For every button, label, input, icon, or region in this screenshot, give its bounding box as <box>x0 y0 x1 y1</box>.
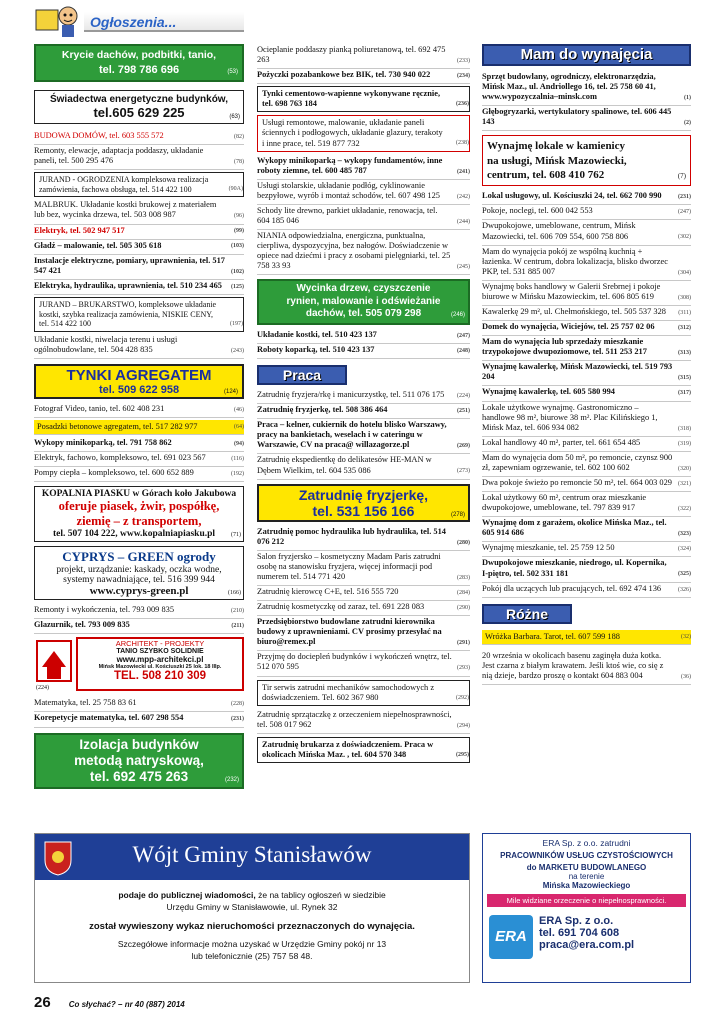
ad-piasek-number: (71) <box>231 532 241 539</box>
ad-item: Pokoje, noclegi, tel. 600 042 553 (247) <box>482 205 691 220</box>
ad-lokale-line1: Wynajmę lokale w kamienicy <box>487 140 625 153</box>
ad-izolacja-phone: tel. 692 475 263 <box>89 768 189 784</box>
ad-item: Przedsiębiorstwo budowlane zatrudni kierownika budowy z uprawnieniami. CV prosimy przesyłać na biuro@remex.pl (291) <box>257 616 470 651</box>
era-pink-bar <box>487 894 686 907</box>
col2-ads-4 <box>257 526 470 763</box>
publication-name: Co słychać? – nr 40 (887) 2014 <box>68 1000 185 1009</box>
wojt-title: Wójt Gminy Stanisławów <box>132 842 372 867</box>
ad-izolacja <box>34 733 244 790</box>
ad-energy-phone: tel.605 629 225 <box>93 104 185 120</box>
ad-item: Gładź – malowanie, tel. 505 305 618 (103) <box>34 240 244 255</box>
ad-item: Zatrudnię sprzątaczkę z orzeczeniem niepełnosprawności, tel. 508 017 962 (294) <box>257 709 470 734</box>
ad-item: BUDOWA DOMÓW, tel. 603 555 572 (82) <box>34 130 244 145</box>
page-number: 26 <box>34 994 51 1011</box>
ad-item: Pożyczki pozabankowe bez BIK, tel. 730 940 022 (234) <box>257 69 470 84</box>
col3-ads-3 <box>482 630 691 685</box>
wojt-paragraph-1-address: Urzędu Gminy w Stanisławowie, ul. Rynek 32 <box>166 901 338 912</box>
ad-fryzjerka-phone: tel. 531 156 166 <box>312 502 415 519</box>
ad-item: Usługi remontowe, malowanie, układanie paneli ściennych i podłogowych, układanie glazury, terakoty i inne prace, tel. 519 877 732 (238) <box>257 115 470 151</box>
ad-item: Kawalerkę 29 m², ul. Chełmońskiego, tel. 505 537 328 (311) <box>482 306 691 321</box>
era-line1: ERA Sp. z o.o. zatrudni <box>542 838 631 848</box>
ad-item: Instalacje elektryczne, pomiary, uprawnienia, tel. 517 547 421 (102) <box>34 255 244 280</box>
wojt-body <box>35 880 469 963</box>
ad-item: Lokale użytkowe wynajmę. Gastronomiczno – handlowe 98 m², biurowe 38 m². Plac Kilińskiego 1, Mińsk Maz, tel. 606 934 082 (318) <box>482 402 691 437</box>
page-header <box>34 4 244 38</box>
architekt-url: www.mpp-architekci.pl <box>116 655 204 665</box>
ad-tynki-number: (124) <box>223 388 238 395</box>
ad-piasek-line3: ziemię – z transportem, <box>76 514 202 529</box>
col3-ads-1 <box>482 71 691 131</box>
ad-cyprys-title: CYPRYS – GREEN ogrody <box>62 549 216 565</box>
architekt-line2: TANIO SZYBKO SOLIDNIE <box>116 648 204 656</box>
section-praca-title: Praca <box>282 367 322 384</box>
ad-item: Tir serwis zatrudni mechaników samochodowych z doświadczeniem. Tel. 602 367 980 (292) <box>257 680 470 706</box>
ad-item: Sprzęt budowlany, ogrodniczy, elektronarzędzia, Mińsk Maz., ul. Andriollego 16, tel. 25 758 60 41, www.wypozyczalnia–minsk.com (1) <box>482 71 691 106</box>
architekt-address: Mińsk Mazowiecki ul. Kościuszki 25 lok. 18 IIIp. <box>98 664 222 671</box>
ad-item: Wynajmę kawalerkę, Mińsk Mazowiecki, tel. 519 793 204 (315) <box>482 361 691 386</box>
ad-roofing-phone: tel. 798 786 696 <box>98 63 180 76</box>
ad-item: Zatrudnię kosmetyczkę od zaraz, tel. 691 228 083 (290) <box>257 601 470 616</box>
ad-lokale-kamienica <box>482 135 691 186</box>
ad-item: Zatrudnię fryzjerkę, tel. 508 386 464 (251) <box>257 404 470 419</box>
era-contact-text <box>539 915 634 951</box>
ad-item: Posadzki betonowe agregatem, tel. 517 282 977 (64) <box>34 420 244 435</box>
ad-item: Salon fryzjersko – kosmetyczny Madam Paris zatrudni osobę na stanowisku fryzjera, więcej informacji pod numerem tel. 514 771 420 (283) <box>257 551 470 586</box>
era-logo <box>489 915 533 959</box>
era-line4: na terenie <box>568 872 605 881</box>
col2-ads-3 <box>257 389 470 480</box>
wojt-paragraph-4: lub telefonicznie (25) 757 58 48. <box>191 950 313 961</box>
col1-ads-3 <box>34 604 244 634</box>
ad-fryzjerka-number: (278) <box>450 511 465 518</box>
section-rozne-title: Różne <box>506 605 548 622</box>
ad-wycinka-number: (246) <box>450 312 465 319</box>
ad-item: JURAND - OGRODZENIA kompleksowa realizacja zamówienia, fachowa obsługa, tel. 514 422 100 (90A) <box>34 172 244 197</box>
ad-item: Wynajmę boks handlowy w Galerii Srebrnej i pokoje biurowe w Mińsku Mazowieckim, tel. 606 805 619 (308) <box>482 281 691 306</box>
architekt-line1: ARCHITEKT - PROJEKTY <box>115 639 205 649</box>
section-praca <box>257 365 347 385</box>
ad-piasek-line1: KOPALNIA PIASKU w Górach koło Jakubowa <box>41 489 237 500</box>
ad-cyprys-line3: systemy nawadniające, tel. 516 399 944 <box>63 575 215 586</box>
column-1 <box>34 44 244 789</box>
wojt-announcement <box>34 833 470 983</box>
ad-item: Elektryk, fachowo, kompleksowo, tel. 691 023 567 (116) <box>34 452 244 467</box>
era-line2: PRACOWNIKÓW USŁUG CZYSTOŚCIOWYCH <box>500 851 673 860</box>
ad-wycinka-line3: dachów, tel. 505 079 298 <box>305 308 422 320</box>
ad-item: Korepetycje matematyka, tel. 607 298 554 (231) <box>34 712 244 727</box>
ad-item: Przyjmę do docieplеń budynków i wykończeń wnętrz, tel. 512 070 595 (293) <box>257 651 470 676</box>
era-email: praca@era.com.pl <box>539 939 635 951</box>
ad-item: Zatrudnię fryzjera/rkę i manicurzystkę, tel. 511 076 175 (224) <box>257 389 470 404</box>
ad-cyprys-number: (166) <box>228 590 241 597</box>
ad-item: Głębogryzarki, wertykulatory spalinowe, tel. 606 445 143 (2) <box>482 106 691 131</box>
mascot-logo <box>34 4 84 38</box>
ad-item: Matematyka, tel. 25 758 83 61 (228) <box>34 697 244 712</box>
ad-item: 20 września w okolicach basenu zaginęła duża kotka. Jest czarna z białym krawatem. Jeśli ktoś wie, co się z nią dzieje, bardzo proszę o kontakt 604 883 004 (36) <box>482 650 691 685</box>
col1-ads-1 <box>34 130 244 359</box>
ad-fryzjerka <box>257 484 470 522</box>
era-line6: Mile widziane orzeczenie o niepełnosprawności. <box>506 896 667 905</box>
ad-item: Fotograf Video, tanio, tel. 602 408 231 (46) <box>34 403 244 418</box>
ad-item: Roboty koparką, tel. 510 423 137 (248) <box>257 344 470 359</box>
ad-lokale-number: (7) <box>677 172 686 181</box>
ad-energy-line1: Świadectwa energetyczne budynków, <box>49 93 228 105</box>
ad-item: Wykopy minikoparką – wykopy fundamentów, inne roboty ziemne, tel. 600 485 787 (241) <box>257 155 470 180</box>
ad-item: Wróżka Barbara. Tarot, tel. 607 599 188 (32) <box>482 630 691 645</box>
architekt-number: (224) <box>36 685 49 692</box>
ad-item: Zatrudnię kierowcę C+E, tel. 516 555 720 (284) <box>257 586 470 601</box>
era-logo-text: ERA <box>495 928 527 945</box>
ad-item: Lokal handlowy 40 m², parter, tel. 661 654 485 (319) <box>482 437 691 452</box>
ad-item: Wynajmę dom z garażem, okolice Mińska Maz., tel. 605 914 686 (323) <box>482 517 691 542</box>
column-3 <box>482 44 691 685</box>
ad-wycinka <box>257 279 470 325</box>
ad-item: Elektryk, tel. 502 947 517 (99) <box>34 225 244 240</box>
ad-cyprys-line2: projekt, urządzanie: kaskady, oczka wodne, <box>56 565 222 576</box>
col1-ads-2 <box>34 403 244 482</box>
era-advert <box>482 833 691 983</box>
ad-piasek <box>34 486 244 542</box>
ad-item: Wynajmę kawalerkę, tel. 605 580 994 (317) <box>482 386 691 401</box>
ad-piasek-line2: oferuje piasek, żwir, pospółkę, <box>58 499 220 514</box>
ad-roofing-line1: Krycie dachów, podbitki, tanio, <box>61 49 217 61</box>
architekt-phone: TEL. 508 210 309 <box>113 670 207 683</box>
ad-item: Wykopy minikoparką, tel. 791 758 862 (94) <box>34 437 244 452</box>
ad-item: Remonty, elewacje, adaptacja poddaszy, układanie paneli, tel. 500 295 476 (78) <box>34 145 244 170</box>
architekt-logo <box>34 637 74 691</box>
section-wynajem-title: Mam do wynajęcia <box>520 46 653 63</box>
ad-item: Lokal użytkowy 60 m², centrum oraz mieszkanie dwupokojowe, umeblowane, tel. 797 839 917 (322) <box>482 492 691 517</box>
ad-roofing-number: (53) <box>227 69 238 76</box>
ad-tynki-phone: tel. 509 622 958 <box>98 383 180 396</box>
era-line5: Mińska Mazowieckiego <box>542 881 631 890</box>
section-wynajem <box>482 44 691 66</box>
ad-item: Układanie kostki, tel. 510 423 137 (247) <box>257 329 470 344</box>
ad-item: Zatrudnię brukarza z doświadczeniem. Praca w okolicach Mińska Maz. , tel. 604 570 348 (295) <box>257 737 470 763</box>
wojt-paragraph-2: został wywieszony wykaz nieruchomości przeznaczonych do wynajęcia. <box>89 920 415 932</box>
ad-item: Dwupokojowe mieszkanie, niedrogo, ul. Kopernika, I-piętro, tel. 502 331 181 (325) <box>482 557 691 582</box>
wojt-paragraph-3: Szczegółowe informacje można uzyskać w Urzędzie Gminy pokój nr 13 <box>117 939 387 950</box>
ad-tynki <box>34 364 244 399</box>
ad-item: Usługi stolarskie, układanie podłóg, cyklinowanie bezpyłowe, wyrób i montaż schodów, tel. 607 498 125 (242) <box>257 180 470 205</box>
section-rozne <box>482 604 572 624</box>
era-company: ERA Sp. z o.o. <box>539 915 614 927</box>
ad-item: Układanie kostki, niwelacja terenu i usługi ogólnobudowlane, tel. 504 428 835 (243) <box>34 334 244 359</box>
ad-item: Mam do wynajęcia dom 50 m², po remoncie, czynsz 900 zł, zapewniam ogrzewanie, tel. 602 100 602 (320) <box>482 452 691 477</box>
col2-ads-2 <box>257 329 470 359</box>
wojt-paragraph-1: podaje do publicznej wiadomości, że na tablicy ogłoszeń w siedzibie <box>118 890 386 900</box>
ad-architekt <box>34 637 244 693</box>
ad-energy-number: (63) <box>229 113 240 120</box>
ad-izolacja-line2: metodą natryskową, <box>74 752 204 768</box>
ad-fryzjerka-line1: Zatrudnię fryzjerkę, <box>298 486 429 503</box>
header-bar <box>84 12 244 32</box>
wojt-title-bar <box>35 834 469 880</box>
ad-item: Mam do wynajęcia lub sprzedaży mieszkanie trzypokojowe dwupoziomowe, tel. 511 253 217 (313) <box>482 336 691 361</box>
ad-tynki-title: TYNKI AGREGATEM <box>66 366 212 384</box>
ad-izolacja-line1: Izolacja budynków <box>79 736 199 752</box>
era-line3: do MARKETU BUDOWLANEGO <box>526 863 647 872</box>
architekt-box <box>76 637 244 691</box>
ad-item: Tynki cementowo-wapienne wykonywane ręcznie, tel. 698 763 184 (236) <box>257 86 470 112</box>
era-phone: tel. 691 704 608 <box>539 927 620 939</box>
ad-piasek-line4: tel. 507 104 222, www.kopalniapiasku.pl <box>52 529 216 540</box>
ad-item: Elektryka, hydraulika, uprawnienia, tel. 510 234 465 (125) <box>34 280 244 295</box>
ad-item: Glazurnik, tel. 793 009 835 (211) <box>34 619 244 634</box>
ad-item: Pokój dla uczących lub pracujących, tel. 692 474 136 (326) <box>482 583 691 598</box>
column-2 <box>257 44 470 766</box>
header-title: Ogłoszenia... <box>90 14 177 30</box>
ad-item: Dwa pokoje świeżo po remoncie 50 m², tel. 664 003 029 (321) <box>482 477 691 492</box>
ad-item: MALBRUK. Układanie kostki brukowej z materiałem lub bez, wycinka drzewa, tel. 503 008 987 (96) <box>34 199 244 224</box>
ad-item: Dwupokojowe, umeblowane, centrum, Mińsk Mazowiecki, tel. 606 709 554, 600 758 806 (302) <box>482 220 691 245</box>
ad-item: Zatrudnię pomoc hydraulika lub hydraulika, tel. 514 076 212 (280) <box>257 526 470 551</box>
ad-item: Remonty i wykończenia, tel. 793 009 835 (210) <box>34 604 244 619</box>
ad-item: Praca – kelner, cukiernik do hotelu blisko Warszawy, pracy na bankietach, weselach i w cateringu w Warszawie, CV na praca@ willazagorze.pl (269) <box>257 419 470 454</box>
ad-item: Lokal usługowy, ul. Kościuszki 24, tel. 662 700 990 (231) <box>482 190 691 205</box>
ad-cyprys-url: www.cyprys-green.pl <box>89 585 189 598</box>
ad-lokale-line2: na usługi, Mińsk Mazowiecki, <box>487 154 627 167</box>
ad-item: Wynajmę mieszkanie, tel. 25 759 12 50 (324) <box>482 542 691 557</box>
ad-wycinka-line2: rynien, malowanie i odświeżanie <box>286 295 441 307</box>
ad-izolacja-number: (232) <box>224 776 239 783</box>
ad-item: Schody lite drewno, parkiet układanie, renowacja, tel. 604 185 046 (244) <box>257 205 470 230</box>
col1-ads-4 <box>34 697 244 727</box>
ad-energy <box>34 90 244 124</box>
ad-lokale-phone: centrum, tel. 608 410 762 <box>487 168 605 181</box>
ad-roofing <box>34 44 244 82</box>
col3-ads-2 <box>482 190 691 597</box>
ad-cyprys <box>34 546 244 600</box>
page-footer <box>34 994 334 1014</box>
era-contact <box>483 911 690 963</box>
ad-item: Zatrudnię ekspedientkę do delikatesów HE-MAN w Dębem Wielkim, tel. 604 535 086 (273) <box>257 454 470 479</box>
ad-item: Ocieplanie poddaszy pianką poliuretanową, tel. 692 475 263 (233) <box>257 44 470 69</box>
ad-item: Domek do wynajęcia, Wiciejów, tel. 25 757 02 06 (312) <box>482 321 691 336</box>
ad-item: Pompy ciepła – kompleksowo, tel. 600 652 889 (192) <box>34 467 244 482</box>
ad-item: Mam do wynajęcia pokój ze wspólną kuchnią + łazienka. W centrum, dobra lokalizacja, blisko dworzec PKP, tel. 531 885 007 (304) <box>482 246 691 281</box>
ad-item: NIANIA odpowiedzialna, energiczna, punktualna, cierpliwa, dyspozycyjna, bez nałogów. Doświadczenie w opiece nad dziećmi i pracy z osobami pielęgniarki, tel. 25 758 33 93 (245) <box>257 230 470 275</box>
ad-item: JURAND – BRUKARSTWO, kompleksowe układanie kostki, szybka realizacja zamówienia, NISKIE CENY, tel. 514 422 100 (197) <box>34 297 244 332</box>
ad-wycinka-line1: Wycinka drzew, czyszczenie <box>296 283 431 295</box>
